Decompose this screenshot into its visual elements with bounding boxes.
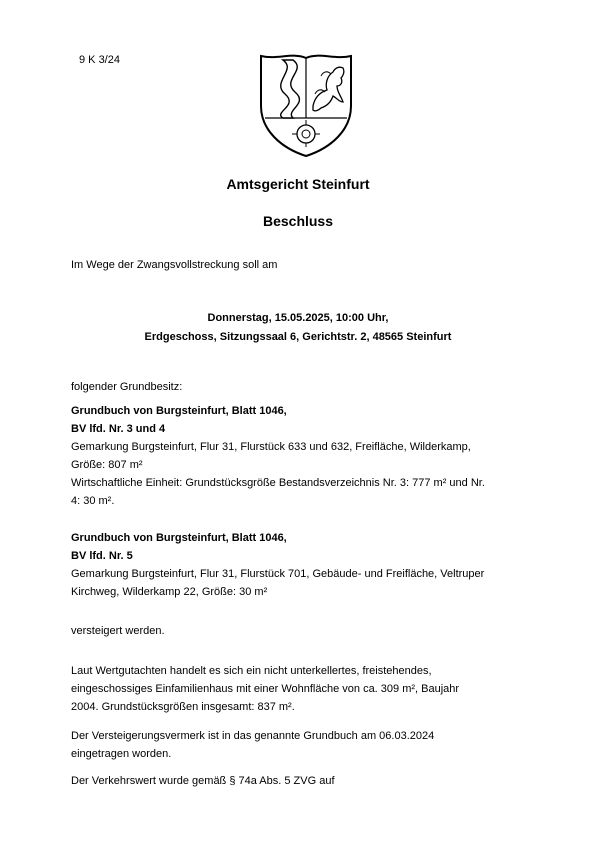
property-1-line: Wirtschaftliche Einheit: Grundstücksgröße Bestandsverzeichnis Nr. 3: 777 m² und Nr.	[71, 477, 485, 489]
intro-text: Im Wege der Zwangsvollstreckung soll am	[71, 259, 278, 271]
property-1-heading-registry: Grundbuch von Burgsteinfurt, Blatt 1046,	[71, 405, 287, 417]
property-1-line: Gemarkung Burgsteinfurt, Flur 31, Flurstück 633 und 632, Freifläche, Wilderkamp,	[71, 441, 471, 453]
property-2-line: Gemarkung Burgsteinfurt, Flur 31, Flurstück 701, Gebäude- und Freifläche, Veltruper	[71, 568, 485, 580]
coat-of-arms-icon	[257, 48, 355, 158]
registration-line: eingetragen worden.	[71, 748, 172, 760]
market-value-line: Der Verkehrswert wurde gemäß § 74a Abs. 5 ZVG auf	[71, 775, 335, 787]
appointment-date-time: Donnerstag, 15.05.2025, 10:00 Uhr,	[207, 312, 389, 324]
property-1-line: Größe: 807 m²	[71, 459, 143, 471]
registration-line: Der Versteigerungsvermerk ist in das genannte Grundbuch am 06.03.2024	[71, 730, 435, 742]
valuation-line: Laut Wertgutachten handelt es sich ein nicht unterkellertes, freistehendes,	[71, 665, 432, 677]
property-1-line: 4: 30 m².	[71, 495, 115, 507]
case-number: 9 K 3/24	[79, 54, 120, 66]
valuation-line: 2004. Grundstücksgrößen insgesamt: 837 m².	[71, 701, 295, 713]
property-2-heading-number: BV lfd. Nr. 5	[71, 550, 133, 562]
property-1-heading-number: BV lfd. Nr. 3 und 4	[71, 423, 166, 435]
property-intro: folgender Grundbesitz:	[71, 381, 183, 393]
appointment-location: Erdgeschoss, Sitzungssaal 6, Gerichtstr. 2, 48565 Steinfurt	[144, 331, 452, 343]
court-name: Amtsgericht Steinfurt	[226, 176, 370, 192]
property-2-line: Kirchweg, Wilderkamp 22, Größe: 30 m²	[71, 586, 268, 598]
valuation-line: eingeschossiges Einfamilienhaus mit einer Wohnfläche von ca. 309 m², Baujahr	[71, 683, 460, 695]
document-title: Beschluss	[262, 213, 334, 229]
auction-line: versteigert werden.	[71, 625, 165, 637]
property-2-heading-registry: Grundbuch von Burgsteinfurt, Blatt 1046,	[71, 532, 287, 544]
